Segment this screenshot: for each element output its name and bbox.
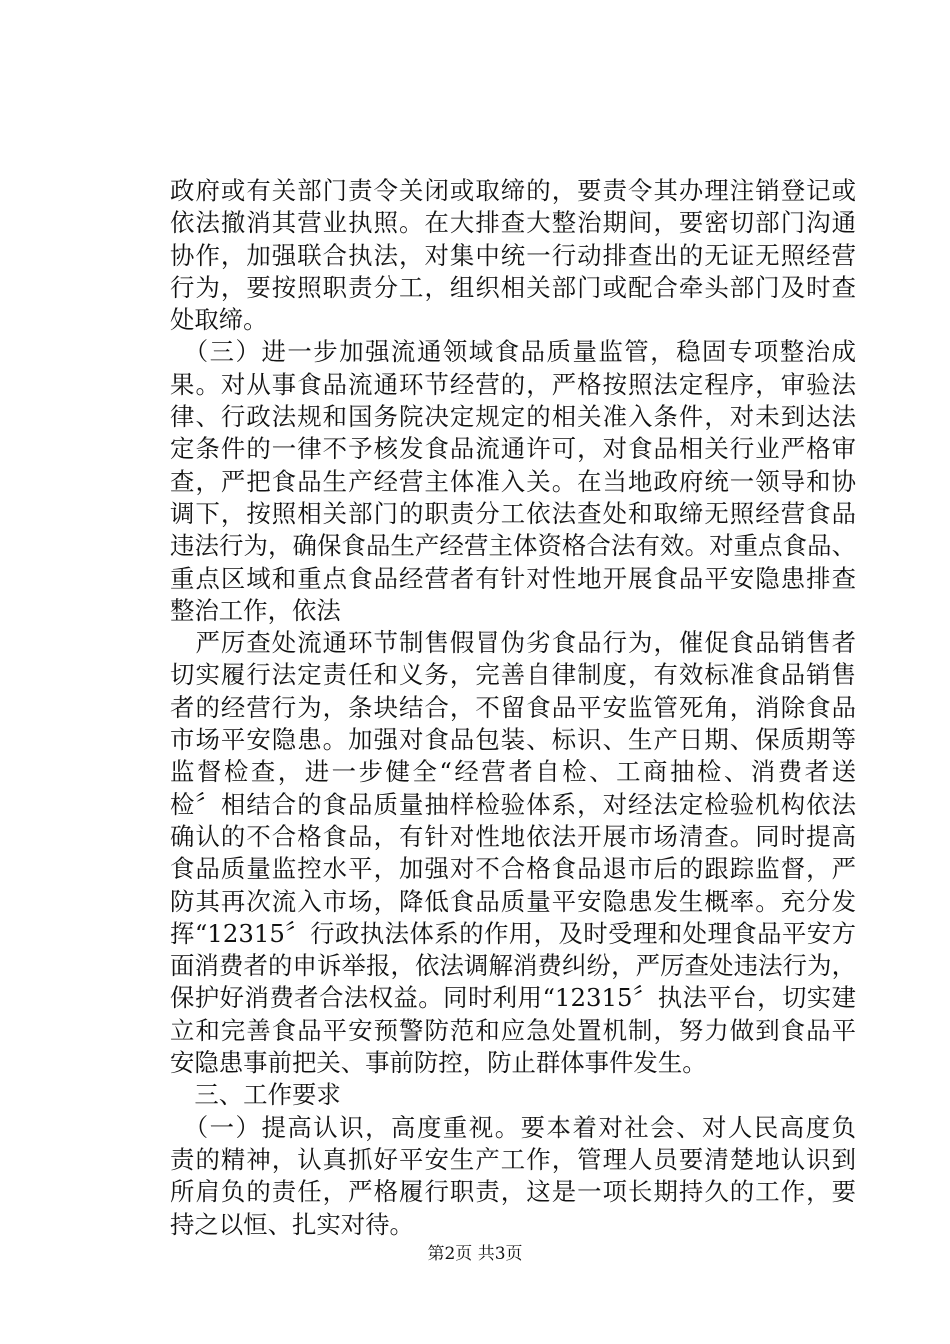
text-line: 责的精神，认真抓好平安生产工作，管理人员要清楚地认识到 (170, 1144, 856, 1174)
text-line: 持之以恒、扎实对待。 (170, 1209, 414, 1239)
text-line: 检〞相结合的食品质量抽样检验体系，对经法定检验机构依法 (170, 789, 856, 819)
text-line: 整治工作，依法 (170, 595, 341, 625)
text-line: 立和完善食品平安预警防范和应急处置机制，努力做到食品平 (170, 1015, 856, 1045)
text-line: 政府或有关部门责令关闭或取缔的，要责令其办理注销登记或 (170, 176, 856, 205)
text-line: 保护好消费者合法权益。同时利用“12315〞执法平台，切实建 (170, 983, 856, 1013)
text-line: 处取缔。 (170, 305, 268, 335)
text-line: 三、工作要求 (170, 1080, 341, 1110)
text-line: 定条件的一律不予核发食品流通许可，对食品相关行业严格审 (170, 434, 856, 464)
text-line: 违法行为，确保食品生产经营主体资格合法有效。对重点食品、 (170, 531, 856, 561)
text-line: 查，严把食品生产经营主体准入关。在当地政府统一领导和协 (170, 466, 856, 496)
text-line: 依法撤消其营业执照。在大排查大整治期间，要密切部门沟通 (170, 208, 856, 238)
text-line: （三）进一步加强流通领域食品质量监管，稳固专项整治成 (170, 337, 856, 367)
text-line: 防其再次流入市场，降低食品质量平安隐患发生概率。充分发 (170, 886, 856, 916)
text-line: 面消费者的申诉举报，依法调解消费纠纷，严厉查处违法行为， (170, 951, 856, 981)
text-line: 律、行政法规和国务院决定规定的相关准入条件，对未到达法 (170, 402, 856, 432)
text-line: 重点区域和重点食品经营者有针对性地开展食品平安隐患排查 (170, 563, 856, 593)
text-line: 确认的不合格食品，有针对性地依法开展市场清查。同时提高 (170, 821, 856, 851)
text-line: 切实履行法定责任和义务，完善自律制度，有效标准食品销售 (170, 660, 856, 690)
text-line: 果。对从事食品流通环节经营的，严格按照法定程序，审验法 (170, 369, 856, 399)
text-line: 严厉查处流通环节制售假冒伪劣食品行为，催促食品销售者 (170, 628, 856, 658)
body-text (170, 175, 856, 1241)
text-line: 调下，按照相关部门的职责分工依法查处和取缔无照经营食品 (170, 498, 856, 528)
text-line: 监督检查，进一步健全“经营者自检、工商抽检、消费者送 (170, 757, 856, 787)
text-line: 市场平安隐患。加强对食品包装、标识、生产日期、保质期等 (170, 725, 856, 755)
text-line: 者的经营行为，条块结合，不留食品平安监管死角，消除食品 (170, 692, 856, 722)
text-line: 安隐患事前把关、事前防控，防止群体事件发生。 (170, 1048, 707, 1078)
text-line: （一）提高认识，高度重视。要本着对社会、对人民高度负 (170, 1112, 856, 1142)
text-line: 行为，要按照职责分工，组织相关部门或配合牵头部门及时查 (170, 272, 856, 302)
text-line: 协作，加强联合执法，对集中统一行动排查出的无证无照经营 (170, 240, 856, 270)
text-line: 食品质量监控水平，加强对不合格食品退市后的跟踪监督，严 (170, 854, 856, 884)
text-line: 挥“12315〞行政执法体系的作用，及时受理和处理食品平安方 (170, 918, 856, 948)
page-footer: 第2页 共3页 (427, 1244, 523, 1264)
text-line: 所肩负的责任，严格履行职责，这是一项长期持久的工作，要 (170, 1177, 856, 1207)
